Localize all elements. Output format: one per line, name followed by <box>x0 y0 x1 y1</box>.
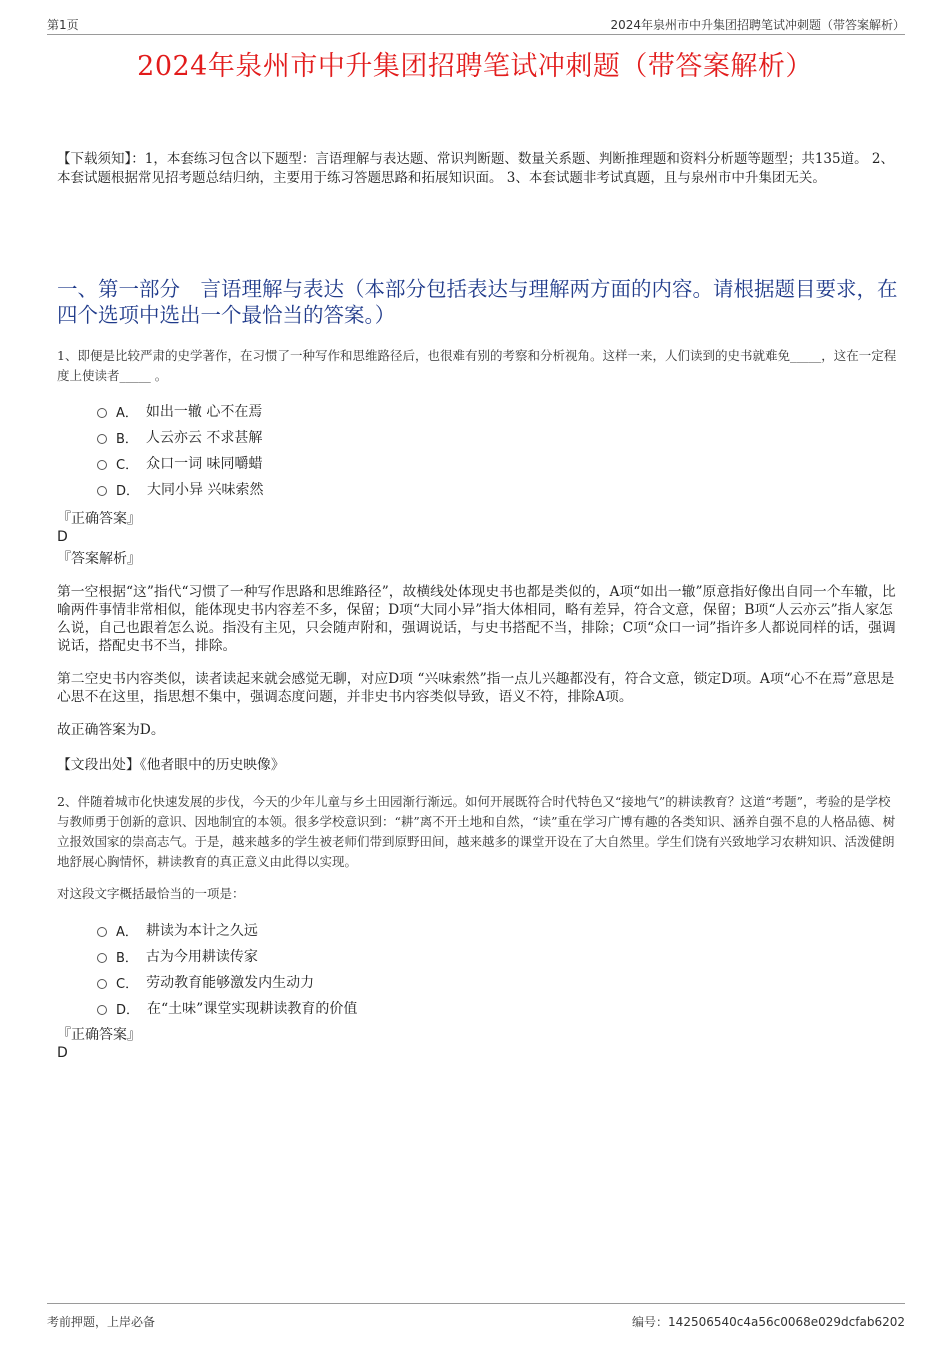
option-letter: C． <box>116 457 139 473</box>
footer-slogan: 考前押题，上岸必备 <box>47 1315 156 1329</box>
question-1-options <box>97 398 263 502</box>
header-doc-title: 2024年泉州市中升集团招聘笔试冲刺题（带答案解析） <box>610 18 905 32</box>
question-2-stem: 2、伴随着城市化快速发展的步伐，今天的少年儿童与乡土田园渐行渐远。如何开展既符合时代特色又“接地气”的耕读教育？这道“考题”，考验的是学校与教师勇于创新的意识、因地制宜的本领。很多学校意识到：“耕”离不开土地和自然，“读”重在学习广博有趣的各类知识、涵养自强不息的人格品德、树立报效国家的崇高志气。于是，越来越多的学生被老师们带到原野田间，越来越多的课堂开设在了大自然里。学生们饶有兴致地学习农耕知识、活泼健朗地舒展心胸情怀，耕读教育的真正意义由此得以实现。 <box>57 794 896 869</box>
question-2-prompt: 对这段文字概括最恰当的一项是： <box>57 886 245 901</box>
option-letter: D． <box>116 483 140 499</box>
question-2-option-a[interactable] <box>97 917 357 943</box>
footer-code <box>632 1313 905 1330</box>
option-text: 耕读为本计之久远 <box>145 923 258 939</box>
question-2-option-c[interactable] <box>97 969 357 995</box>
option-text: 人云亦云 不求甚解 <box>145 430 263 446</box>
question-1-stem: 1、即便是比较严肃的史学著作，在习惯了一种写作和思维路径后，也很难有别的考察和分析视角。这样一来，人们读到的史书就难免_____，这在一定程度上使读者_____ 。 <box>57 348 897 383</box>
question-1-option-b[interactable] <box>97 424 263 450</box>
option-text: 如出一辙 心不在焉 <box>145 404 263 420</box>
option-letter: B． <box>116 950 138 966</box>
option-letter: C． <box>116 976 139 992</box>
question-2-option-d[interactable] <box>97 995 357 1021</box>
page-footer <box>47 1303 905 1330</box>
question-2-answer: D <box>57 1045 68 1061</box>
radio-icon[interactable] <box>97 408 107 418</box>
option-text: 劳动教育能够激发内生动力 <box>146 975 315 991</box>
option-text: 在“土味”课堂实现耕读教育的价值 <box>147 1001 358 1017</box>
question-2-options <box>97 917 357 1021</box>
option-letter: A． <box>116 924 138 940</box>
radio-icon[interactable] <box>97 927 107 937</box>
document-title: 2024年泉州市中升集团招聘笔试冲刺题（带答案解析） <box>137 51 813 82</box>
footer-code-value: 142506540c4a56c0068e029dcfab6202 <box>668 1315 905 1329</box>
question-1-conclusion: 故正确答案为D。 <box>57 722 165 738</box>
radio-icon[interactable] <box>97 434 107 444</box>
question-1-analysis-paragraph-2: 第二空史书内容类似，读者读起来就会感觉无聊，对应D项 “兴味索然”指一点儿兴趣都没有，符合文意，锁定D项。A项“心不在焉”意思是心思不在这里，指思想不集中，强调态度问题，并非史书内容类似导致，语义不符，排除A项。 <box>57 671 895 705</box>
option-text: 大同小异 兴味索然 <box>147 482 264 498</box>
question-2-answer-heading: 『正确答案』 <box>57 1027 141 1043</box>
option-letter: D． <box>116 1002 140 1018</box>
question-1-option-a[interactable] <box>97 398 263 424</box>
radio-icon[interactable] <box>97 486 107 496</box>
radio-icon[interactable] <box>97 460 107 470</box>
question-1-source: 【文段出处】《他者眼中的历史映像》 <box>57 757 285 773</box>
radio-icon[interactable] <box>97 953 107 963</box>
option-letter: A． <box>116 405 138 421</box>
question-1-answer-heading: 『正确答案』 <box>57 511 141 527</box>
question-1-answer: D <box>57 529 68 545</box>
radio-icon[interactable] <box>97 1005 107 1015</box>
download-notice: 【下载须知】：1，本套练习包含以下题型：言语理解与表达题、常识判断题、数量关系题、判断推理题和资料分析题等题型；共135道。 2、本套试题根据常见招考题总结归纳，主要用于练习答题思路和拓展知识面。 3、本套试题非考试真题，且与泉州市中升集团无关。 <box>57 151 894 186</box>
page-header <box>47 14 905 35</box>
question-1-option-c[interactable] <box>97 450 263 476</box>
question-1-option-d[interactable] <box>97 476 263 502</box>
page-number: 第1页 <box>47 18 79 32</box>
question-1-analysis-heading: 『答案解析』 <box>57 551 141 567</box>
radio-icon[interactable] <box>97 979 107 989</box>
section-heading: 一、第一部分 言语理解与表达（本部分包括表达与理解两方面的内容。请根据题目要求，在四个选项中选出一个最恰当的答案。） <box>57 277 898 327</box>
option-text: 古为今用耕读传家 <box>145 949 258 965</box>
question-2-option-b[interactable] <box>97 943 357 969</box>
option-letter: B． <box>116 431 138 447</box>
footer-code-label: 编号： <box>632 1315 669 1329</box>
option-text: 众口一词 味同嚼蜡 <box>146 456 263 472</box>
question-1-analysis-paragraph-1: 第一空根据“这”指代“习惯了一种写作思路和思维路径”，故横线处体现史书也都是类似的，A项“如出一辙”原意指好像出自同一个车辙，比喻两件事情非常相似，能体现史书内容差不多，保留；D项“大同小异”指大体相同，略有差异，符合文意，保留；B项“人云亦云”指人家怎么说，自己也跟着怎么说。指没有主见，只会随声附和，强调说话，与史书搭配不当，排除；C项“众口一词”指许多人都说同样的话，强调说话，搭配史书不当，排除。 <box>57 584 896 654</box>
